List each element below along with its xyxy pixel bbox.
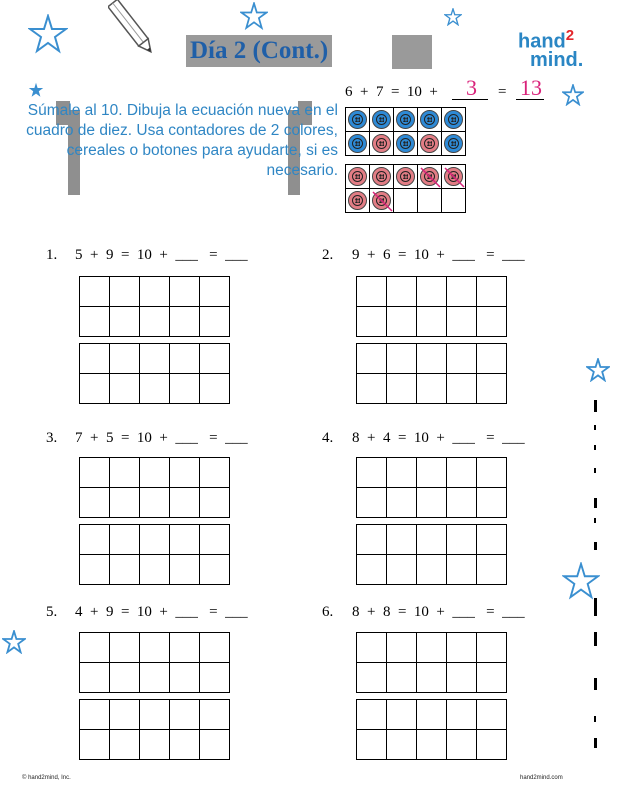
ten-frame-cell — [370, 132, 394, 156]
star-icon — [586, 358, 610, 382]
star-icon — [28, 82, 44, 98]
blue-button-counter — [372, 110, 391, 129]
blue-button-counter — [444, 110, 463, 129]
ten-frame — [356, 343, 507, 404]
ten-frame-cell — [346, 108, 370, 132]
ten-frame-cell — [370, 108, 394, 132]
red-button-counter — [396, 167, 415, 186]
ten-frame — [356, 632, 507, 693]
scan-mark — [594, 678, 597, 690]
ten-frame — [356, 276, 507, 337]
ten-frame-cell — [418, 108, 442, 132]
red-button-counter — [420, 134, 439, 153]
scan-mark — [594, 542, 597, 550]
ten-frame — [356, 457, 507, 518]
ten-frame-cell — [394, 165, 418, 189]
ten-frame-cell — [346, 132, 370, 156]
cross-out-icon — [419, 166, 442, 189]
ten-frame — [79, 699, 230, 760]
example-ten-frame-partial — [345, 164, 466, 213]
logo-two: 2 — [565, 27, 575, 44]
blue-button-counter — [396, 110, 415, 129]
footer-website: hand2mind.com — [520, 775, 563, 781]
gray-block — [392, 35, 432, 69]
problem-equation: 7 + 5 = 10 + ___ = ___ — [75, 430, 248, 446]
scan-mark — [594, 400, 597, 412]
ten-frame — [79, 632, 230, 693]
star-icon — [562, 562, 600, 600]
ten-frame-cell — [442, 165, 466, 189]
red-button-counter-crossed — [420, 167, 439, 186]
blue-button-counter — [348, 134, 367, 153]
scan-mark — [594, 468, 596, 473]
problem-number: 3. — [46, 430, 58, 446]
red-button-counter — [372, 134, 391, 153]
ten-frame — [79, 343, 230, 404]
logo-hand: hand — [518, 30, 566, 53]
star-icon — [2, 630, 26, 654]
scan-mark — [594, 498, 597, 508]
ten-frame-cell — [418, 165, 442, 189]
problem-equation: 8 + 4 = 10 + ___ = ___ — [352, 430, 525, 446]
ten-frame — [79, 524, 230, 585]
scan-mark — [594, 445, 596, 450]
problem-number: 1. — [46, 247, 58, 263]
blue-button-counter — [396, 134, 415, 153]
star-icon — [562, 84, 584, 106]
ten-frame-cell — [370, 189, 394, 213]
blue-button-counter — [348, 110, 367, 129]
ten-frame — [356, 524, 507, 585]
ten-frame-cell — [442, 189, 466, 213]
example-answer-add: 3 — [466, 75, 477, 100]
problem-equation: 5 + 9 = 10 + ___ = ___ — [75, 247, 248, 263]
problem-number: 2. — [322, 247, 334, 263]
example-ten-frame-full — [345, 107, 466, 156]
hand2mind-logo — [518, 27, 583, 69]
scan-mark — [594, 518, 596, 523]
ten-frame — [79, 276, 230, 337]
ten-frame-cell — [346, 189, 370, 213]
ten-frame-cell — [418, 132, 442, 156]
example-answer-total: 13 — [520, 75, 542, 100]
ten-frame-cell — [394, 189, 418, 213]
problem-number: 4. — [322, 430, 334, 446]
scan-mark — [594, 425, 596, 430]
example-equals: = — [498, 84, 507, 100]
page-title: Día 2 (Cont.) — [186, 35, 332, 67]
cross-out-icon — [371, 190, 394, 213]
red-button-counter-crossed — [372, 191, 391, 210]
instructions-text: Súmale al 10. Dibuja la ecuación nueva en el cuadro de diez. Usa contadores de 2 colores, cereales o botones para ayudarte, si es necesario. — [26, 102, 338, 179]
pencil-icon — [108, 0, 158, 58]
example-equation: 6 + 7 = 10 + — [345, 84, 438, 100]
logo-mind: mind. — [530, 48, 584, 71]
star-icon — [240, 2, 268, 30]
footer-copyright: © hand2mind, Inc. — [22, 775, 71, 781]
scan-mark — [594, 632, 597, 646]
blue-button-counter — [444, 134, 463, 153]
red-button-counter — [348, 167, 367, 186]
red-button-counter — [348, 191, 367, 210]
red-button-counter — [372, 167, 391, 186]
blue-button-counter — [420, 110, 439, 129]
problem-equation: 4 + 9 = 10 + ___ = ___ — [75, 604, 248, 620]
ten-frame — [79, 457, 230, 518]
problem-equation: 9 + 6 = 10 + ___ = ___ — [352, 247, 525, 263]
red-button-counter-crossed — [444, 167, 463, 186]
ten-frame-cell — [346, 165, 370, 189]
ten-frame-cell — [442, 108, 466, 132]
problem-equation: 8 + 8 = 10 + ___ = ___ — [352, 604, 525, 620]
scan-mark — [594, 598, 597, 616]
ten-frame-cell — [394, 108, 418, 132]
cross-out-icon — [443, 166, 466, 189]
ten-frame-cell — [394, 132, 418, 156]
scan-mark — [594, 716, 596, 722]
star-icon — [28, 14, 68, 54]
ten-frame-cell — [418, 189, 442, 213]
scan-mark — [594, 738, 597, 748]
ten-frame-cell — [370, 165, 394, 189]
ten-frame-cell — [442, 132, 466, 156]
problem-number: 5. — [46, 604, 58, 620]
problem-number: 6. — [322, 604, 334, 620]
ten-frame — [356, 699, 507, 760]
star-icon — [444, 8, 462, 26]
